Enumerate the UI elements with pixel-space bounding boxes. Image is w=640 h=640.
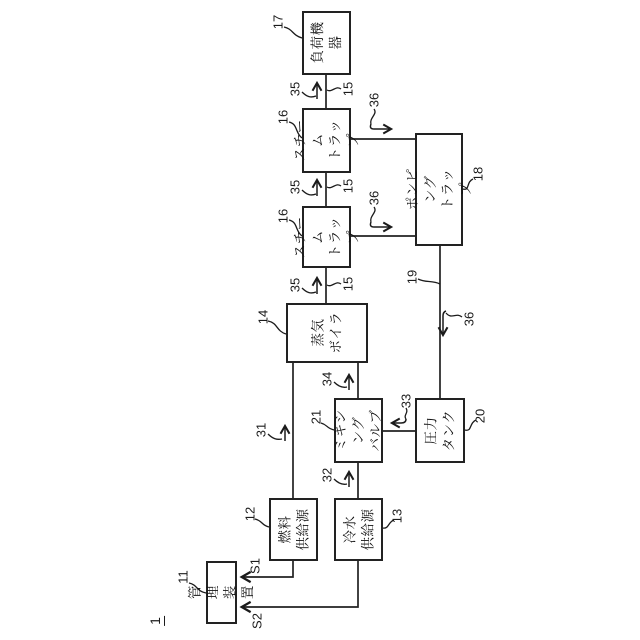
box-steam-trap-2 bbox=[292, 206, 361, 268]
ref-15-bottom: 15 bbox=[340, 276, 356, 292]
flow-arrow-36-top bbox=[370, 124, 390, 129]
box-fuel-supply bbox=[269, 498, 318, 561]
ref-36-drain: 36 bbox=[461, 311, 477, 327]
flow-arrow-36-mid bbox=[370, 222, 390, 227]
ref-11: 11 bbox=[175, 570, 191, 584]
flow-arrow-33 bbox=[393, 419, 406, 423]
leader-34 bbox=[334, 382, 347, 387]
ref-15-top: 15 bbox=[340, 81, 356, 97]
ref-20: 20 bbox=[472, 408, 488, 424]
ref-13: 13 bbox=[389, 508, 405, 524]
ref-15-mid: 15 bbox=[340, 178, 356, 194]
ref-16-bottom: 16 bbox=[275, 208, 291, 224]
figure-number: 1 bbox=[147, 617, 163, 625]
fuel-supply-label: 燃料 供給源 bbox=[276, 508, 310, 551]
leader-15-top bbox=[327, 88, 341, 91]
ref-s1: S1 bbox=[247, 558, 263, 574]
box-pumping-trap bbox=[404, 133, 473, 246]
box-cold-water-supply bbox=[334, 498, 383, 561]
flow-arrow-36-drain bbox=[443, 311, 446, 334]
leader-14 bbox=[268, 321, 286, 334]
leader-15-mid bbox=[327, 185, 341, 188]
management-device-label: 管理装置 bbox=[187, 585, 256, 600]
leader-15-bottom bbox=[327, 283, 341, 286]
box-management-device bbox=[187, 561, 256, 624]
ref-s2: S2 bbox=[249, 613, 265, 629]
box-load-device bbox=[302, 11, 351, 75]
ref-18: 18 bbox=[470, 166, 486, 182]
leader-36-mid bbox=[371, 207, 375, 222]
leader-33 bbox=[405, 408, 407, 419]
ref-36-top: 36 bbox=[366, 92, 382, 108]
leader-19 bbox=[418, 279, 440, 284]
ref-35-mid: 35 bbox=[287, 179, 303, 195]
box-steam-trap-1 bbox=[292, 108, 361, 173]
ref-35-top: 35 bbox=[287, 81, 303, 97]
ref-21: 21 bbox=[308, 409, 324, 425]
box-pressure-tank bbox=[415, 398, 465, 463]
mixing-valve-label: ミキシング バルブ bbox=[333, 409, 384, 452]
pressure-tank-label: 圧力 タンク bbox=[423, 409, 456, 452]
cold-water-supply-label: 冷水 供給源 bbox=[341, 508, 375, 551]
ref-35-bottom: 35 bbox=[287, 277, 303, 293]
leader-36-drain bbox=[446, 313, 462, 317]
leader-31 bbox=[268, 434, 282, 439]
ref-33: 33 bbox=[398, 393, 414, 409]
ref-34: 34 bbox=[319, 371, 335, 387]
box-mixing-valve bbox=[334, 398, 383, 463]
leader-35-mid bbox=[302, 190, 316, 195]
ref-12: 12 bbox=[242, 506, 258, 522]
leader-35-top bbox=[302, 92, 316, 97]
ref-17: 17 bbox=[270, 14, 286, 30]
ref-32: 32 bbox=[319, 467, 335, 483]
steam-trap-2-label: スチーム トラップ bbox=[292, 216, 361, 258]
boiler-label: 蒸気 ボイラ bbox=[310, 312, 343, 354]
leader-35-bottom bbox=[302, 288, 316, 293]
ref-36-mid: 36 bbox=[366, 190, 382, 206]
leader-32 bbox=[334, 479, 347, 484]
pumping-trap-label: ポンピング トラップ bbox=[404, 168, 473, 211]
leader-36-top bbox=[371, 109, 375, 124]
ref-14: 14 bbox=[255, 309, 271, 325]
ref-16-top: 16 bbox=[275, 109, 291, 125]
load-device-label: 負荷機器 bbox=[309, 22, 343, 64]
ref-19: 19 bbox=[404, 269, 420, 285]
ref-31: 31 bbox=[253, 422, 269, 438]
box-boiler bbox=[286, 303, 368, 363]
leader-17 bbox=[284, 27, 302, 38]
steam-trap-1-label: スチーム トラップ bbox=[292, 119, 361, 162]
